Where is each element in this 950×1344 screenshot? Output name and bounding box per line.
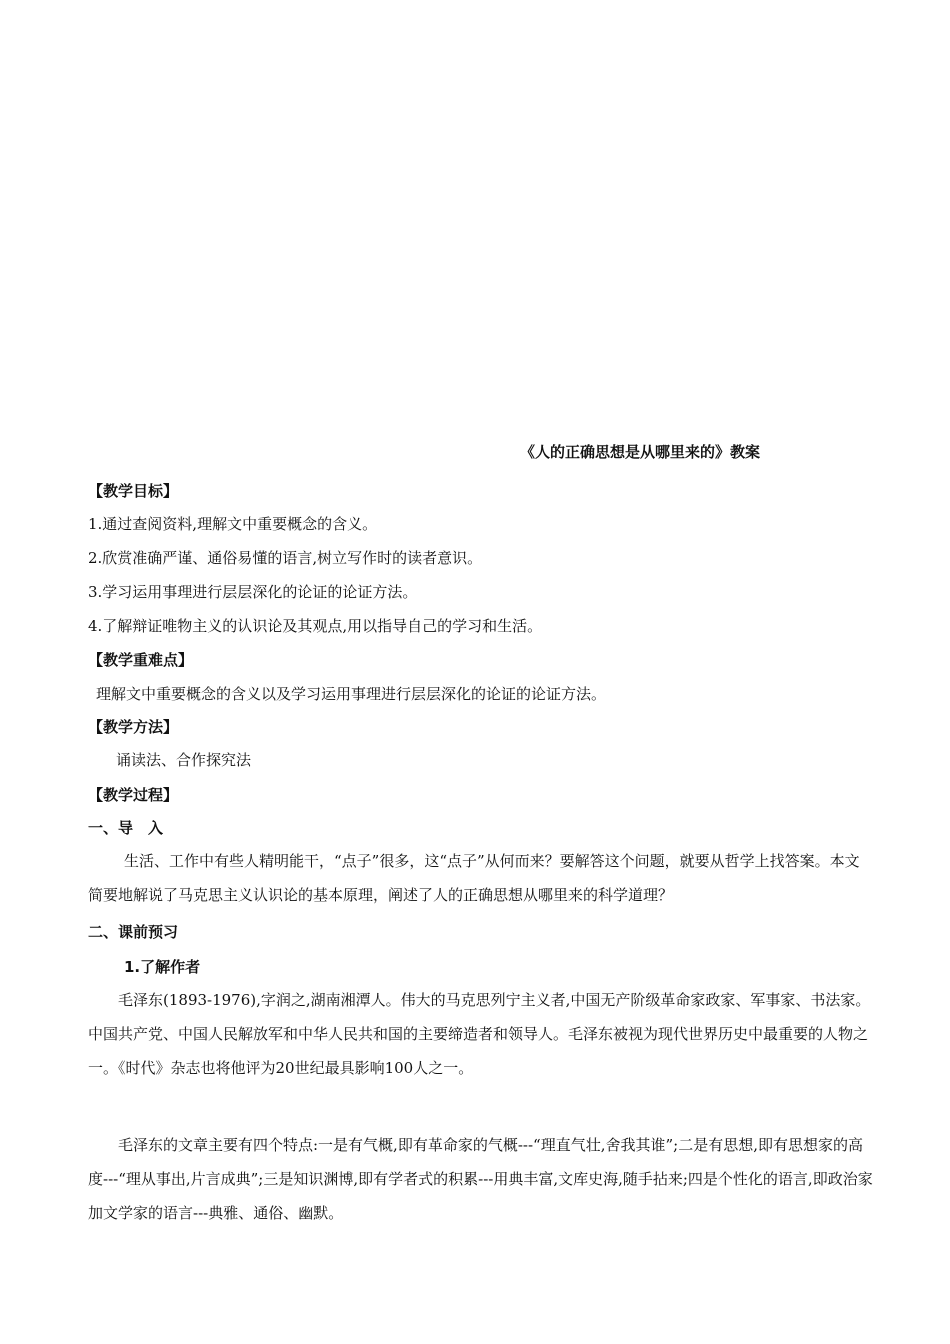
intro-heading: 一、导 入 xyxy=(88,819,164,837)
methods-heading: 【教学方法】 xyxy=(88,718,179,736)
methods-text: 诵读法、合作探究法 xyxy=(116,751,252,769)
intro-paragraph: 生活、工作中有些人精明能干，“点子”很多，这“点子”从何而来？要解答这个问题，就要从哲学上找答案。本文简要地解说了马克思主义认识论的基本原理，阐述了人的正确思想从哪里来的科学道理？ xyxy=(88,852,860,904)
author-paragraph-2: 毛泽东的文章主要有四个特点:一是有气概,即有革命家的气概---“理直气壮,舍我其谁”;二是有思想,即有思想家的高度---“理从事出,片言成典”;三是知识渊博,即有学者式的积累---用典丰富,文库史海,随手拈来;四是个性化的语言,即政治家加文学家的语言---典雅、通俗、幽默。 xyxy=(88,1136,873,1222)
keypoints-heading: 【教学重难点】 xyxy=(88,651,194,669)
preview-heading: 二、课前预习 xyxy=(88,923,179,941)
document-title: 《人的正确思想是从哪里来的》教案 xyxy=(520,443,761,461)
objective-item: 3.学习运用事理进行层层深化的论证的论证方法。 xyxy=(88,583,418,601)
author-heading: 1.了解作者 xyxy=(124,958,201,976)
objective-item: 1.通过查阅资料,理解文中重要概念的含义。 xyxy=(88,515,378,533)
process-heading: 【教学过程】 xyxy=(88,786,179,804)
keypoints-text: 理解文中重要概念的含义以及学习运用事理进行层层深化的论证的论证方法。 xyxy=(96,685,607,703)
objective-item: 2.欣赏准确严谨、通俗易懂的语言,树立写作时的读者意识。 xyxy=(88,549,483,567)
objective-item: 4.了解辩证唯物主义的认识论及其观点,用以指导自己的学习和生活。 xyxy=(88,617,543,635)
objectives-heading: 【教学目标】 xyxy=(88,482,179,500)
author-paragraph-1: 毛泽东(1893-1976),字润之,湖南湘潭人。伟大的马克思列宁主义者,中国无产阶级革命家政家、军事家、书法家。中国共产党、中国人民解放军和中华人民共和国的主要缔造者和领导人。毛泽东被视为现代世界历史中最重要的人物之一。《时代》杂志也将他评为20世纪最具影响100人之一。 xyxy=(88,991,871,1077)
